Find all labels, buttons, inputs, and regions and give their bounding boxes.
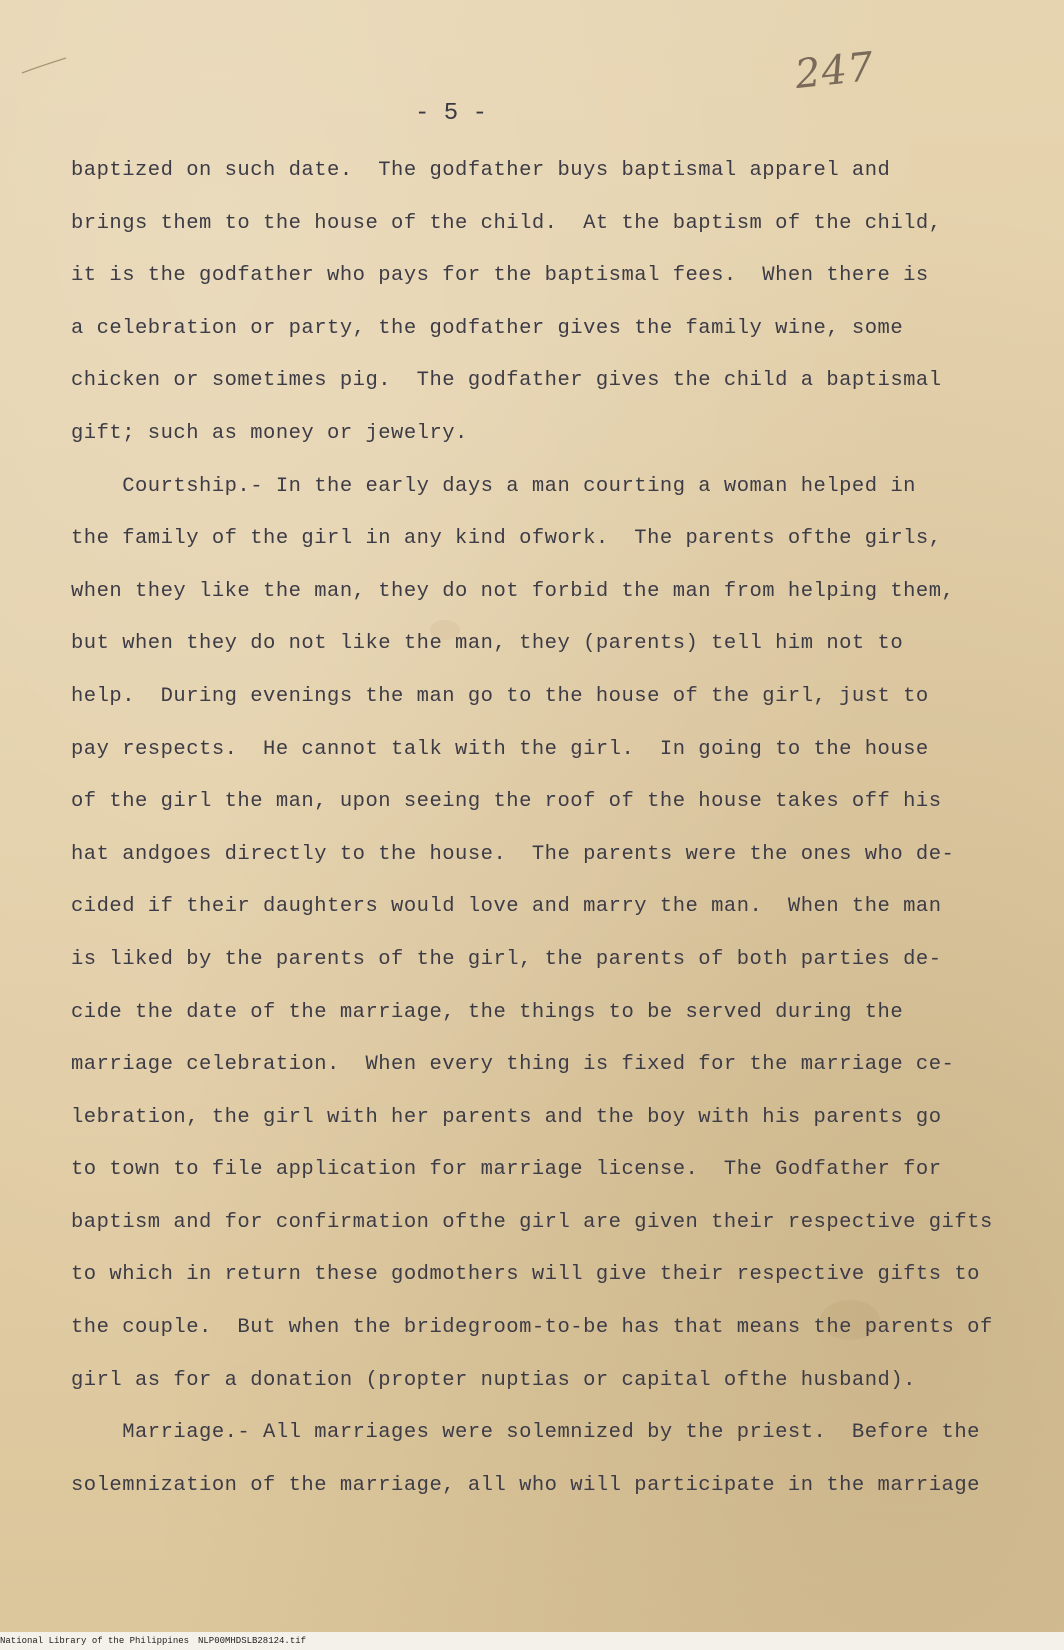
text-line: the family of the girl in any kind ofwork. The parents ofthe girls,: [71, 527, 942, 551]
pencil-mark: [20, 55, 70, 77]
text-line: a celebration or party, the godfather gives the family wine, some: [71, 316, 904, 340]
text-line: when they like the man, they do not forbid the man from helping them,: [71, 579, 955, 603]
text-line: of the girl the man, upon seeing the roof of the house takes off his: [71, 790, 942, 814]
text-line: baptism and for confirmation ofthe girl are given their respective gifts: [71, 1210, 993, 1234]
footer-filename: NLP00MHDSLB28124.tif: [198, 1636, 307, 1646]
handwritten-folio-number: 247: [792, 43, 877, 99]
text-line: pay respects. He cannot talk with the girl. In going to the house: [71, 737, 929, 761]
footer-institution: National Library of the Philippines: [0, 1636, 190, 1646]
text-line: cide the date of the marriage, the things to be served during the: [71, 1000, 904, 1024]
text-line: it is the godfather who pays for the baptismal fees. When there is: [71, 264, 929, 288]
text-line: baptized on such date. The godfather buys baptismal apparel and: [71, 159, 891, 182]
text-line: Marriage.- All marriages were solemnized by the priest. Before the: [71, 1421, 980, 1445]
text-line: girl as for a donation (propter nuptias or capital ofthe husband).: [71, 1368, 916, 1392]
text-line: hat andgoes directly to the house. The parents were the ones who de-: [71, 842, 955, 866]
text-line: cided if their daughters would love and marry the man. When the man: [71, 895, 942, 919]
scan-footer: [0, 1632, 1064, 1650]
text-line: chicken or sometimes pig. The godfather gives the child a baptismal: [71, 369, 942, 393]
text-line: to town to file application for marriage license. The Godfather for: [71, 1158, 942, 1182]
text-line: but when they do not like the man, they (parents) tell him not to: [71, 632, 904, 656]
text-line: to which in return these godmothers will give their respective gifts to: [71, 1263, 980, 1287]
text-line: is liked by the parents of the girl, the parents of both parties de-: [71, 947, 942, 971]
page-number: - 5 -: [415, 100, 488, 127]
text-line: Courtship.- In the early days a man courting a woman helped in: [71, 474, 916, 498]
text-line: brings them to the house of the child. At the baptism of the child,: [71, 211, 942, 235]
text-line: the couple. But when the bridegroom-to-be has that means the parents of: [71, 1316, 993, 1340]
typewritten-text: [71, 145, 1031, 1512]
text-line: gift; such as money or jewelry.: [71, 421, 468, 445]
text-line: solemnization of the marriage, all who will participate in the marriage: [71, 1473, 980, 1497]
text-line: marriage celebration. When every thing is fixed for the marriage ce-: [71, 1053, 955, 1077]
text-line: help. During evenings the man go to the house of the girl, just to: [71, 684, 929, 708]
text-line: lebration, the girl with her parents and the boy with his parents go: [71, 1105, 942, 1129]
